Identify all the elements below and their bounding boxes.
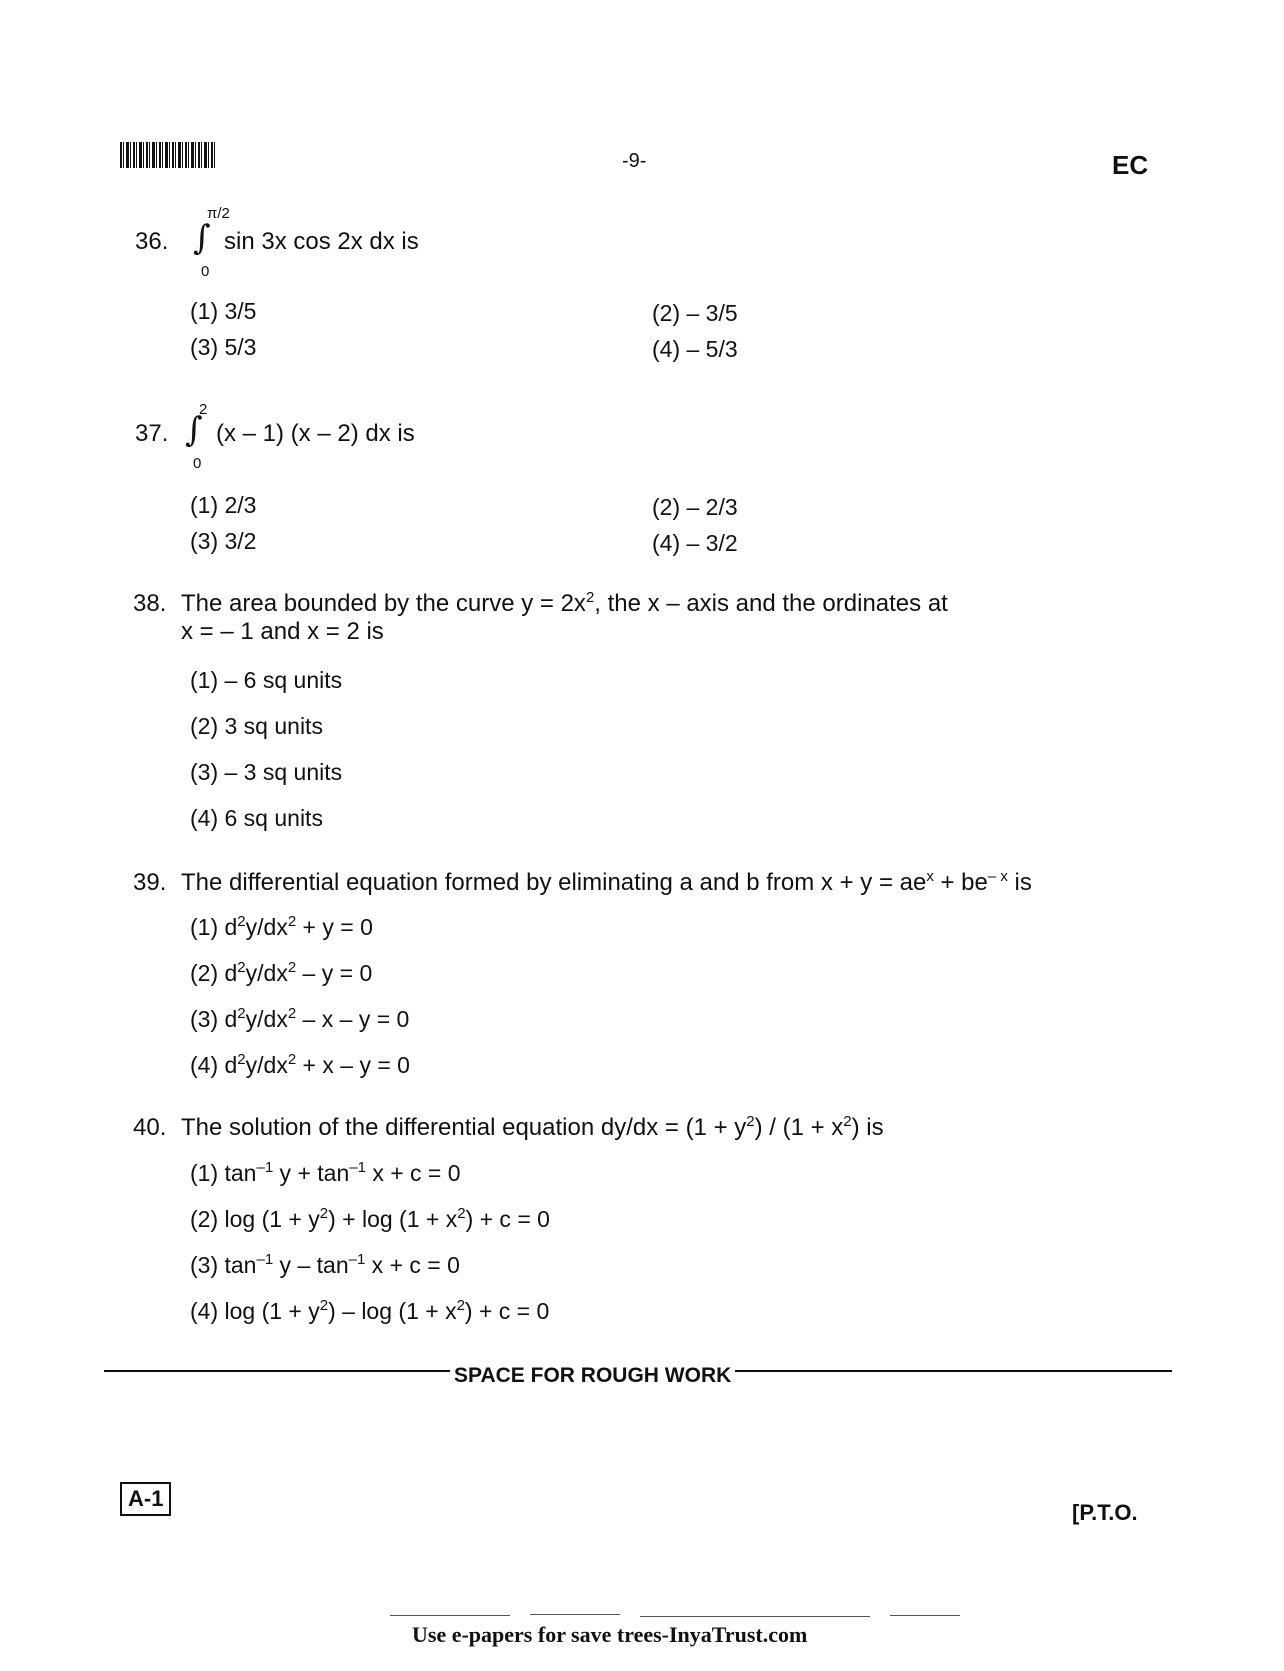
option: (3) – 3 sq units — [190, 759, 343, 785]
question-text: The area bounded by the curve $y = 2x^2$, the x – axis and the ordinates at — [181, 589, 948, 617]
option: (1) $d^2y/dx^2 + y = 0$ — [190, 913, 373, 940]
question-number: 40. — [133, 1114, 167, 1141]
option: (2) – 2/3 — [652, 494, 738, 520]
divider — [530, 1614, 620, 1615]
integral-upper-limit: 2 — [199, 401, 208, 418]
divider — [890, 1615, 960, 1616]
question-number: 36. — [135, 228, 169, 255]
barcode — [120, 142, 216, 168]
option: (2) $\log (1 + y^2) + \log (1 + x^2) + c = 0$ — [190, 1205, 550, 1232]
option: (3) 5/3 — [190, 334, 257, 360]
divider — [390, 1615, 510, 1616]
page-number: -9- — [622, 150, 647, 172]
integral-lower-limit: 0 — [201, 263, 210, 280]
option: (1) $\tan^{-1} y + \tan^{-1} x + c = 0$ — [190, 1159, 461, 1186]
option: (3) 3/2 — [190, 528, 257, 554]
option: (4) $d^2y/dx^2 + x - y = 0$ — [190, 1051, 410, 1078]
option: (4) $\log (1 + y^2) - \log (1 + x^2) + c = 0$ — [190, 1297, 550, 1324]
option: (2) $d^2y/dx^2 - y = 0$ — [190, 959, 373, 986]
question-text-line2: x = – 1 and x = 2 is — [181, 618, 384, 645]
option: (4) – 5/3 — [652, 336, 738, 362]
integral-lower-limit: 0 — [193, 455, 202, 472]
question-text: The solution of the differential equation $dy/dx = (1 + y^2) / (1 + x^2)$ is — [181, 1113, 884, 1141]
booklet-code: A-1 — [120, 1482, 171, 1516]
question-number: 38. — [133, 590, 167, 617]
subject-code: EC — [1112, 150, 1149, 180]
question-number: 39. — [133, 869, 167, 896]
divider — [640, 1616, 870, 1617]
option: (4) – 3/2 — [652, 530, 738, 556]
question-text: sin 3x cos 2x dx is — [224, 228, 419, 255]
option: (1) – 6 sq units — [190, 667, 343, 693]
option: (2) 3 sq units — [190, 713, 323, 739]
integral-sign: ∫ — [185, 410, 203, 450]
option: (4) 6 sq units — [190, 805, 323, 831]
rough-work-label: SPACE FOR ROUGH WORK — [450, 1364, 735, 1388]
option: (1) 2/3 — [190, 492, 257, 518]
question-text: The differential equation formed by eliminating a and b from $x + y = ae^x + be^{- x}$ is — [181, 868, 1032, 896]
question-text: (x – 1) (x – 2) dx is — [216, 420, 415, 447]
integral-sign: ∫ — [193, 218, 211, 258]
footer-text: Use e-papers for save trees-InyaTrust.com — [412, 1622, 808, 1647]
pto-label: [P.T.O. — [1072, 1500, 1138, 1525]
option: (1) 3/5 — [190, 298, 257, 324]
option: (3) $d^2y/dx^2 - x - y = 0$ — [190, 1005, 410, 1032]
integral-upper-limit: π/2 — [207, 205, 230, 222]
option: (2) – 3/5 — [652, 300, 738, 326]
question-number: 37. — [135, 420, 169, 447]
option: (3) $\tan^{-1} y - \tan^{-1} x + c = 0$ — [190, 1251, 460, 1278]
